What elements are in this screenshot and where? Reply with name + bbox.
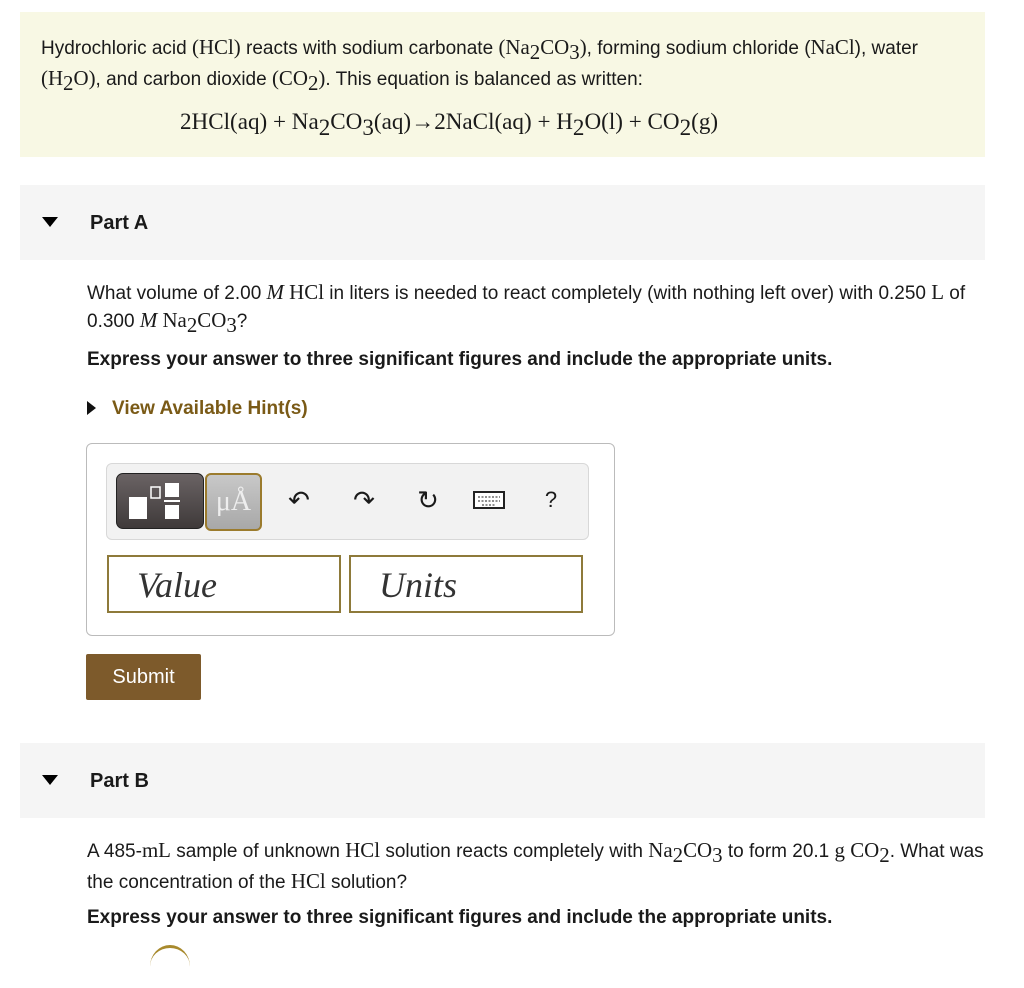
math-segment: (g) [691, 108, 719, 134]
partial-icon [150, 945, 190, 988]
text-segment: A 485- [87, 841, 142, 862]
redo-icon[interactable]: ↷ [353, 484, 375, 515]
part-a-instruction: Express your answer to three significant figures and include the appropriate units. [87, 349, 833, 370]
answer-box [86, 443, 615, 636]
math-segment: L [931, 280, 945, 304]
math-segment: 2 [679, 113, 692, 140]
math-segment: 3 [712, 843, 723, 868]
text-segment: , forming sodium chloride ( [586, 38, 811, 59]
math-segment: 2 [672, 843, 684, 868]
math-segment: mL [141, 838, 171, 862]
math-segment: 2 [307, 71, 319, 96]
math-segment: 2 [879, 843, 890, 868]
part-a-question [87, 279, 987, 338]
text-segment: ? [236, 311, 248, 332]
text-segment: in liters is needed to react completely (with nothing left over) with 0.250 [324, 283, 932, 304]
part-a-header[interactable] [20, 185, 985, 260]
math-segment: O) [73, 66, 96, 91]
part-b-label: Part B [90, 770, 149, 792]
math-segment: 3 [569, 40, 580, 65]
balanced-equation [180, 108, 718, 141]
templates-icon [125, 481, 195, 521]
math-segment: ) [318, 66, 326, 91]
math-segment: 2 [63, 71, 74, 96]
text-segment: . What was the concentration of the [87, 841, 984, 894]
keyboard-icon[interactable] [471, 482, 507, 518]
hint-label: View Available Hint(s) [112, 398, 308, 419]
math-segment: HCl [290, 869, 326, 894]
expand-triangle-icon [87, 401, 96, 415]
text-segment: to form 20.1 [722, 841, 835, 862]
math-segment: 2 [529, 40, 541, 65]
text-segment: Hydrochloric acid [41, 38, 192, 59]
part-b-instruction: Express your answer to three significant figures and include the appropriate units. [87, 907, 833, 928]
math-toolbar [106, 463, 589, 540]
view-hints-link[interactable] [87, 398, 308, 420]
math-segment: 3 [226, 313, 237, 338]
undo-icon[interactable]: ↶ [288, 484, 310, 515]
math-segment: 2 [186, 313, 198, 338]
text-segment: reacts with sodium carbonate [240, 38, 499, 59]
math-segment: Na [648, 838, 673, 862]
math-segment: HCl [283, 280, 325, 304]
math-segment: (Na [498, 35, 530, 59]
text-segment: ), water [854, 38, 919, 59]
text-segment: . This equation is balanced as written: [325, 69, 643, 91]
math-segment: M [139, 308, 158, 332]
math-segment: CO [197, 308, 227, 332]
math-segment: Na [157, 308, 187, 332]
math-segment: M [266, 280, 284, 304]
part-b-question [87, 837, 987, 896]
math-segment: (CO [271, 66, 308, 91]
submit-button[interactable]: Submit [86, 654, 201, 700]
text-segment: of 0.300 [87, 283, 966, 332]
math-segment: CO [844, 838, 880, 862]
math-segment: CO [683, 838, 713, 862]
math-segment: (H [41, 66, 64, 91]
units-button[interactable]: μÅ [205, 473, 262, 531]
text-segment: What volume of 2.00 [87, 283, 267, 304]
math-segment: (aq)→2NaCl(aq) + H [373, 108, 573, 134]
math-segment: 2HCl(aq) + Na [180, 108, 319, 134]
math-segment: 2 [318, 113, 331, 140]
templates-button[interactable] [116, 473, 204, 529]
math-segment: ) [579, 35, 587, 59]
help-button[interactable]: ? [544, 487, 558, 512]
text-segment: sample of unknown [170, 841, 346, 862]
math-segment: NaCl [810, 35, 855, 59]
text-segment: solution? [325, 872, 408, 894]
math-segment: CO [330, 108, 363, 134]
part-a-label: Part A [90, 212, 149, 234]
intro-text [41, 34, 941, 96]
text-segment: , and carbon dioxide [95, 69, 272, 91]
text-segment: solution reacts completely with [380, 841, 649, 862]
math-segment: 2 [572, 113, 585, 140]
units-input[interactable]: Units [349, 555, 583, 613]
math-segment: (HCl) [192, 35, 241, 59]
math-segment: CO [540, 35, 570, 59]
value-input[interactable]: Value [107, 555, 341, 613]
collapse-triangle-icon[interactable] [42, 217, 58, 227]
problem-intro [20, 12, 985, 157]
math-segment: 3 [362, 113, 374, 140]
math-segment: HCl [345, 838, 381, 862]
math-segment: O(l) + CO [584, 108, 680, 134]
reset-icon[interactable]: ↻ [417, 484, 439, 515]
part-b-header[interactable] [20, 743, 985, 818]
collapse-triangle-icon[interactable] [42, 775, 58, 785]
math-segment: g [834, 838, 845, 862]
